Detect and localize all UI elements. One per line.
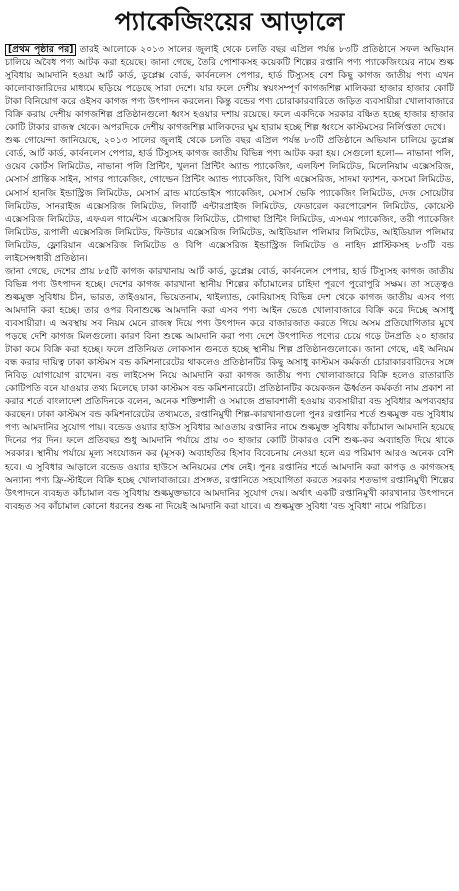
continued-from-label: [প্রথম পৃষ্ঠার পর] [5,44,76,56]
article-body [5,44,454,514]
article-paragraph: শুল্ক গোয়েন্দা জানিয়েছে, ২০১৩ সালের জুলাই থেকে চলতি বছর এপ্রিল পর্যন্ত ৮৩টি প্রতিষ্ঠানে অভিযান চালিয়ে ডুপ্লেক্স বোর্ড, আর্ট কার্ড, কার্বনলেস পেপার, হার্ড টিস্যুসহ কাগজ জাতীয় বিভিন্ন পণ্য আটক করা হয়। সেগুলো হলো— নাভানা পলি, ওয়েব কোর্টস লিমিটেড, নাভানা পলি প্রিন্টিং, খুলনা প্রিন্টিং অ্যান্ড প্যাকেজিং, এলফিশ লিমিটেড, মিলেনিয়াম এক্সেসরিজ, মেসার্স প্রান্তিক সাইন, সাগর প্যাকেজিং, গোল্ডেন প্রিন্টিং অ্যান্ড প্যাকেজিং, বিপি এক্সেসরিজ, সাদমা ফ্যাশন, কসমো লিমিটেড, মেসার্স হানজি ইন্ডাস্ট্রিজ লিমিটেড, মেসার্স ব্রান্ড মার্চেন্ডাইস প্যাকেজিং, মেসার্স ভেকি প্যাকেজিং লিমিটেড, দেজ সোয়েটার লিমিটেড, সানরাইজ এক্সেসরিজ লিমিটেড, লিবার্টি এন্টারপ্রাইজ লিমিটেড, ফেডারেল করপোরেশন লিমিটেড, কোয়েস্ট এক্সেসরিজ লিমিটেড, এফএল গার্মেন্টস এক্সেসরিজ লিমিটেড, চৌগাছা প্রিন্টিং লিমিটেড, এসএম প্যাকেজিং, তরী প্যাকেজিং লিমিটেড, রূপালী এক্সেসরিজ লিমিটেড, ফিউচার এক্সেসরিজ লিমিটেড, আইডিয়াল পলিমার লিমিটেড, আইডিয়াল পলিমার লিমিটেড, ফ্লোরিয়ান এক্সেসরিজ লিমিটেড ও বিপি এক্সেসরিজ ইন্ডাস্ট্রিজ লিমিটেড ও নাহিদ প্লাস্টিকসহ ৮৩টি বন্ড লাইসেন্সধারী প্রতিষ্ঠান। [5,136,454,264]
paragraph-text: তারই আলোকে ২০১৩ সালের জুলাই থেকে চলতি বছর এপ্রিল পর্যন্ত ৮৩টি প্রতিষ্ঠানে সফল অভিযান চালিয়ে অবৈধ পণ্য আটক করা হয়েছে। জানা গেছে, তৈরি পোশাকসহ কয়েকটি শিল্পের রপ্তানি পণ্য প্যাকেজিংয়ের নামে শুল্ক সুবিধায় আমদানি হওয়া আর্ট কার্ড, ডুপ্লেক্স বোর্ড, কার্বনলেস পেপার, হার্ড টিস্যুসহ বেশ কিছু কাগজ জাতীয় পণ্য এখন কালোবাজারিদের মাধ্যমে ছড়িয়ে পড়েছে সারা দেশে। যার ফলে দেশীয় স্বয়ংসম্পূর্ণ কাগজশিল্প মালিকরা হাজার হাজার কোটি টাকা বিনিয়োগ করে ওইসব কাগজ পণ্য উৎপাদন করলেন। কিন্তু বন্ডের পণ্য চোরাকারবারিতে জড়িত ব্যবসায়ীরা খোলাবাজারে বিক্রি করায় দেশীয় কাগজশিল্প প্রতিষ্ঠানগুলো ধ্বংস হওয়ার দশায় রয়েছে। ফলে একদিকে সরকার বঞ্চিত হচ্ছে হাজার হাজার কোটি টাকার রাজস্ব থেকে। অপরদিকে দেশীয় কাগজশিল্প মালিকদের ঘুম হারাম হচ্ছে শিল্প ধ্বংসে কাস্টমসের নির্লিপ্ততা দেখে। [5,45,455,134]
article-paragraph [5,44,454,135]
article-headline: প্যাকেজিংয়ের আড়ালে [114,7,345,36]
article-paragraph: জানা গেছে, দেশের প্রায় ৮৫টি কাগজ কারখানায় আর্ট কার্ড, ডুপ্লেক্স বোর্ড, কার্বনলেস পেপার, হার্ড টিস্যুসহ কাগজ জাতীয় বিভিন্ন পণ্য উৎপাদন হচ্ছে। দেশের কাগজ কারখানা স্থানীয় শিল্পের কাঁচামালের চাহিদা পূরণে পুরোপুরি সক্ষম। তা সত্ত্বেও শুল্কমুক্ত সুবিধায় চীন, ভারত, তাইওয়ান, ভিয়েতনাম, থাইল্যান্ড, কোরিয়াসহ বিভিন্ন দেশ থেকে কাগজ জাতীয় এসব পণ্য আমদানি করা হচ্ছে। তার ওপর বিনাশুল্কে আমদানি করা এসব পণ্য আইন ভেঙে খোলাবাজারে বিক্রি করে দিচ্ছে অসাধু ব্যবসায়ীরা। এ অবস্থায় সব নিয়ম মেনে রাজস্ব দিয়ে পণ্য উৎপাদন করে বাজারজাত করতে গিয়ে অসম প্রতিযোগিতার মুখে পড়ছে দেশি কাগজ মিলগুলো। কারণ বিনা শুল্কে আমদানি করা পণ্য দেশে উৎপাদিত পণ্যের চেয়ে গড়ে টনপ্রতি ২০ হাজার টাকা কমে বিক্রি করা হচ্ছে। ফলে প্রতিনিয়ত লোকসান গুনতে হচ্ছে স্থানীয় শিল্প প্রতিষ্ঠানগুলোকে। জানা গেছে, এই অনিয়ম বন্ধ করার দায়িত্ব ঢাকা কাস্টমস বন্ড কমিশনারেটের থাকলেও প্রতিষ্ঠানটির কিছু অসাধু কাস্টমস কর্মকর্তা চোরাকারবারিদের সঙ্গে নিবিড় যোগাযোগ রাখেন। বন্ড লাইসেন্স নিয়ে আমদানি করা কাগজ জাতীয় পণ্য খোলাবাজারে বিক্রি হলেও রাতারাতি কোটিপতি বনে যাওয়ার তথ্য মিলেছে ঢাকা কাস্টমস বন্ড কমিশনারেটে। প্রতিষ্ঠানটির কয়েকজন ঊর্ধ্বতন কর্মকর্তা নাম প্রকাশ না করার শর্তে বাংলাদেশ প্রতিদিনকে বলেন, অনেক শক্তিশালী ও সমাজে প্রভাবশালী হওয়ায় ব্যবসায়ীরা বন্ড সুবিধার অপব্যবহার করছেন। ঢাকা কাস্টমস বন্ড কমিশনারেটের তথ্যমতে, রপ্তানিমুখী শিল্প-কারখানাগুলো পুনঃ রপ্তানির শর্তে শুল্কমুক্ত বন্ড সুবিধায় পণ্য আমদানির সুযোগ পায়। বন্ডেড ওয়্যার হাউস সুবিধার আওতায় রপ্তানির নামে শুল্কমুক্ত সুবিধায় কাঁচামাল আমদানি হয়েছে দিনের পর দিন। ফলে প্রতিবছর শুধু আমদানি পর্যায়ে প্রায় ৩০ হাজার কোটি টাকারও বেশি শুল্ক-কর অব্যাহতি দিয়ে থাকে সরকার। স্থানীয় পর্যায়ে মূল্য সংযোজন কর (মূসক) অব্যাহতির হিসাব বিবেচনায় নেওয়া হলে এর পরিমাণ আরও অনেক বেশি হবে। এ সুবিধার আড়ালে বন্ডেড ওয়্যার হাউসে অনিয়মের শেষ নেই। পুনঃ রপ্তানির শর্তে আমদানি করা কাপড় ও কাগজসহ অন্যান্য পণ্য ফ্রি-স্টাইলে বিক্রি হচ্ছে খোলাবাজারে। প্রসঙ্গত, রপ্তানিতে সহযোগিতা করতে সরকার শতভাগ রপ্তানিমুখী শিল্পের উৎপাদনে ব্যবহৃত কাঁচামাল বন্ড সুবিধায় শুল্কমুক্তভাবে আমদানির সুযোগ দেয়। অর্থাৎ একটি রপ্তানিমুখী কারখানার উৎপাদনে ব্যবহৃত সব কাঁচামাল কোনো ধরনের শুল্ক না দিয়েই আমদানি করা যাবে। এ শুল্কমুক্ত সুবিধা 'বন্ড সুবিধা' নামে পরিচিত। [5,266,454,512]
